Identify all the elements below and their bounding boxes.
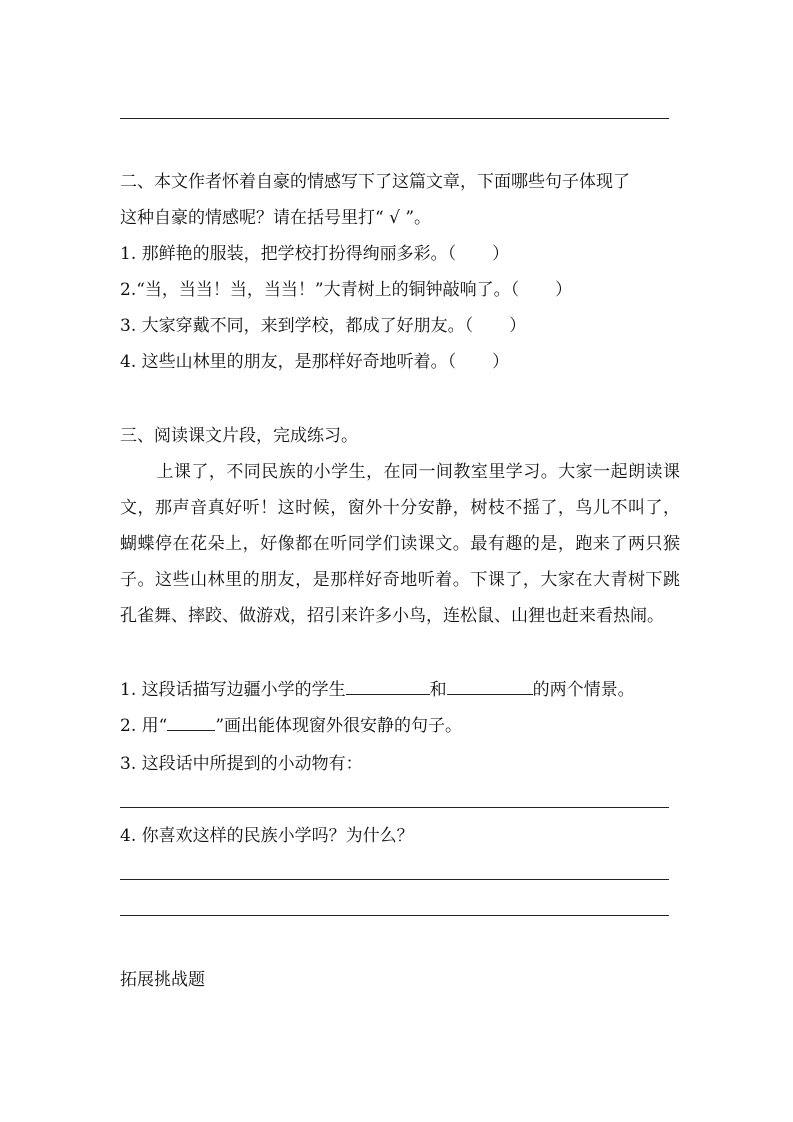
question-4: 4. 你喜欢这样的民族小学吗？为什么？	[120, 826, 414, 846]
reading-passage-text: 上课了，不同民族的小学生，在同一间教室里学习。大家一起朗读课文，那声音真好听！这时候，窗外十分安静，树枝不摇了，鸟儿不叫了，蝴蝶停在花朵上，好像都在听同学们读课文。最有趣的是，跑来了两只猴子。这些山林里的朋友，是那样好奇地听着。下课了，大家在大青树下跳孔雀舞、摔跤、做游戏，招引来许多小鸟，连松鼠、山狸也赶来看热闹。	[120, 462, 680, 626]
section2-item-1	[120, 242, 509, 266]
question-2-prefix: 2. 用“	[120, 716, 168, 736]
question-1-blank-2[interactable]	[447, 678, 533, 695]
section2-item-2	[120, 278, 572, 302]
question-1	[120, 678, 635, 702]
answer-line-top	[120, 118, 669, 119]
question-1-prefix: 1. 这段话描写边疆小学的学生	[120, 680, 346, 700]
reading-passage	[120, 454, 680, 634]
section2-item-3-close: ）	[509, 316, 527, 336]
section2-item-1-text: 1. 那鲜艳的服装，把学校打扮得绚丽多彩。（	[120, 244, 457, 264]
section3-heading: 三、阅读课文片段，完成练习。	[120, 426, 358, 446]
section2-item-4	[120, 350, 509, 374]
question-1-suffix: 的两个情景。	[532, 680, 635, 700]
section2-item-3-text: 3. 大家穿戴不同，来到学校，都成了好朋友。（	[120, 316, 474, 336]
question-3: 3. 这段话中所提到的小动物有：	[120, 754, 363, 774]
section2-item-1-close: ）	[492, 244, 510, 264]
section2-item-2-text: 2.“当，当当！当，当当！”大青树上的铜钟敲响了。（	[120, 280, 520, 300]
question-1-mid: 和	[429, 680, 447, 700]
section2-item-2-close: ）	[555, 280, 573, 300]
section2-prompt-line1: 二、本文作者怀着自豪的情感写下了这篇文章，下面哪些句子体现了	[120, 172, 630, 192]
section2-prompt-line2: 这种自豪的情感呢？请在括号里打“ √ ”。	[120, 208, 432, 228]
question-1-blank-1[interactable]	[346, 678, 430, 695]
section2-item-4-text: 4. 这些山林里的朋友，是那样好奇地听着。（	[120, 352, 457, 372]
question-3-answer-line[interactable]	[120, 807, 669, 808]
question-2-underline-sample	[167, 714, 215, 731]
question-2-suffix: ”画出能体现窗外很安静的句子。	[215, 716, 463, 736]
section2-item-4-close: ）	[492, 352, 510, 372]
section2-item-3	[120, 314, 526, 338]
question-2	[120, 714, 462, 738]
extension-heading: 拓展挑战题	[120, 970, 205, 990]
question-4-answer-line-2[interactable]	[120, 915, 669, 916]
question-4-answer-line-1[interactable]	[120, 879, 669, 880]
